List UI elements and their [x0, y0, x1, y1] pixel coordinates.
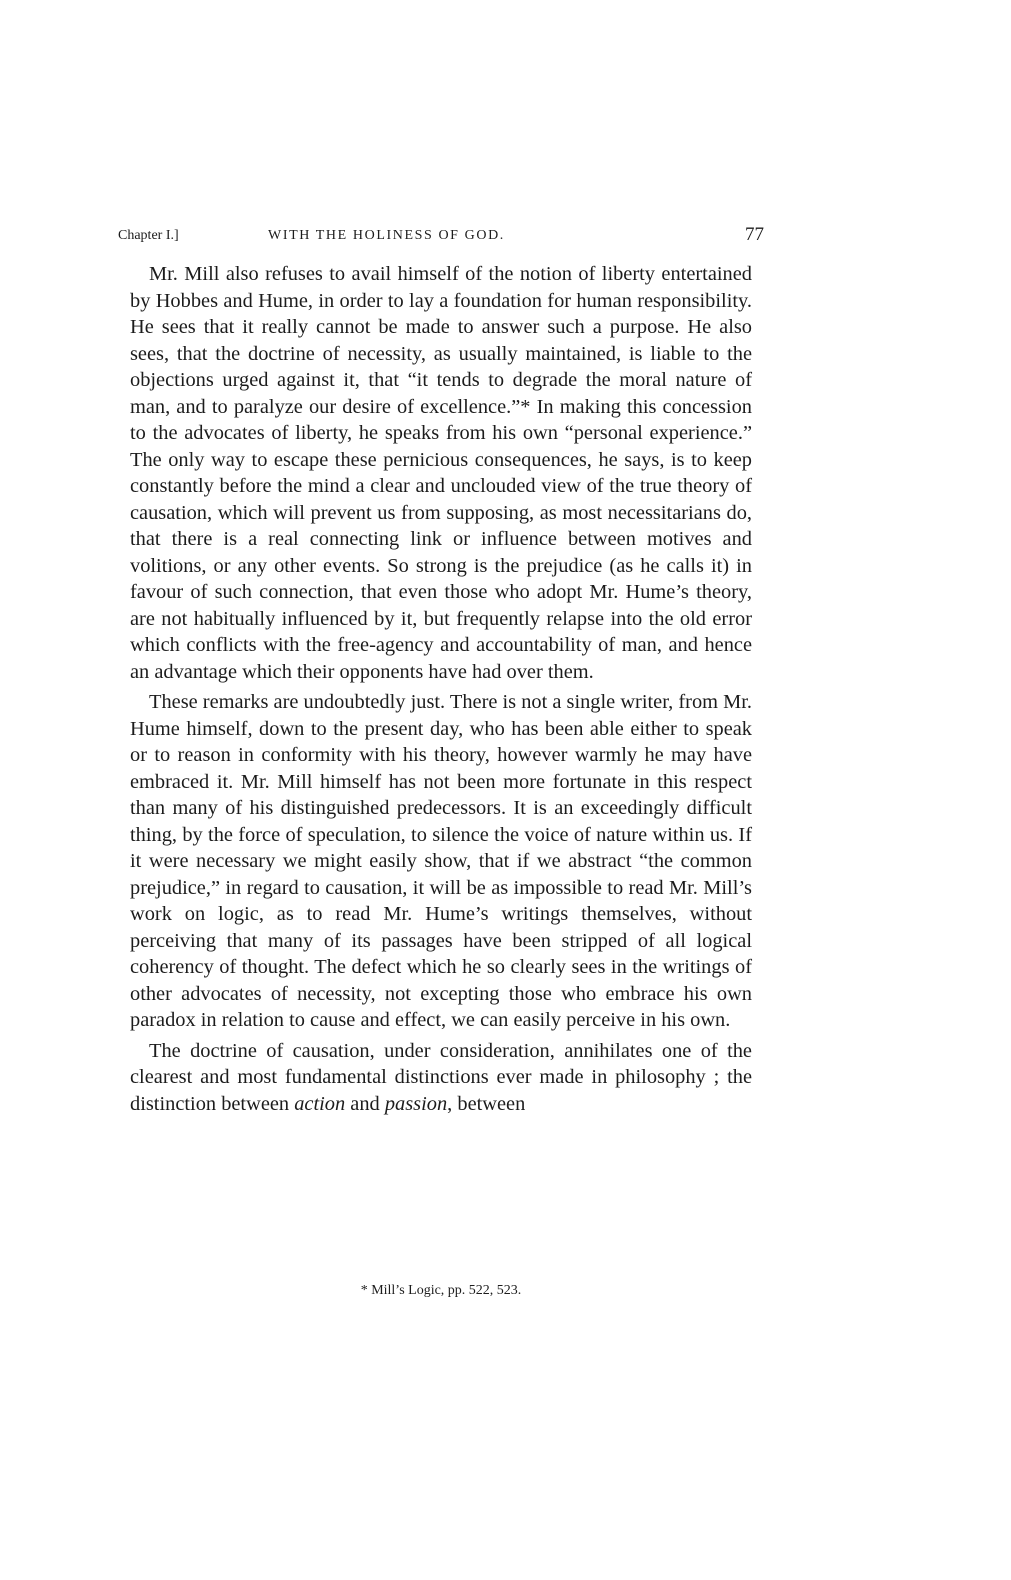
paragraph-3 — [130, 1038, 752, 1118]
italic-action: action — [294, 1092, 346, 1115]
paragraph-1: Mr. Mill also refuses to avail himself of the notion of liberty entertained by Hobbes and Hume, in order to lay a foundation for human responsibility. He sees that it really cannot be made to answer such a purpose. He also sees, that the doctrine of necessity, as usually maintained, is liable to the objections urged against it, that “it tends to degrade the moral nature of man, and to paralyze our desire of excellence.”* In making this concession to the advocates of liberty, he speaks from his own “personal experience.” The only way to escape these pernicious consequences, he says, is to keep constantly before the mind a clear and unclouded view of the true theory of causation, which will prevent us from supposing, as most necessitarians do, that there is a real connecting link or influence between motives and volitions, or any other events. So strong is the prejudice (as he calls it) in favour of such connection, that even those who adopt Mr. Hume’s theory, are not habitually influenced by it, but frequently relapse into the old error which conflicts with the free-agency and accountability of man, and hence an advantage which their opponents have had over them. — [130, 263, 752, 683]
body-text — [130, 261, 752, 1117]
paragraph-3-text: The doctrine of causation, under consideration, annihilates one of the clearest and most fundamental distinctions ever made in philosophy ; the distinction between — [130, 1039, 752, 1115]
running-header — [118, 224, 764, 250]
page-number: 77 — [745, 224, 764, 245]
connector-and: and — [345, 1092, 385, 1115]
chapter-label: Chapter I.] — [118, 228, 179, 243]
paragraph-2: These remarks are undoubtedly just. There is not a single writer, from Mr. Hume himself, down to the present day, who has been able either to speak or to reason in conformity with his theory, however warmly he may have embraced it. Mr. Mill himself has not been more fortunate in this respect than many of his distinguished predecessors. It is an exceedingly difficult thing, by the force of speculation, to silence the voice of nature within us. If it were necessary we might easily show, that if we abstract “the common prejudice,” in regard to causation, it will be as impossible to read Mr. Mill’s work on logic, as to read Mr. Hume’s writings themselves, without perceiving that many of its passages have been stripped of all logical coherency of thought. The defect which he so clearly sees in the writings of other advocates of necessity, not excepting those who embrace his own paradox in relation to cause and effect, we can easily perceive in his own. — [130, 691, 753, 1031]
footnote: * Mill’s Logic, pp. 522, 523. — [360, 1283, 522, 1298]
running-title: WITH THE HOLINESS OF GOD. — [268, 228, 505, 243]
paragraph-3-trailing: , between — [447, 1092, 526, 1115]
italic-passion: passion — [384, 1092, 448, 1115]
